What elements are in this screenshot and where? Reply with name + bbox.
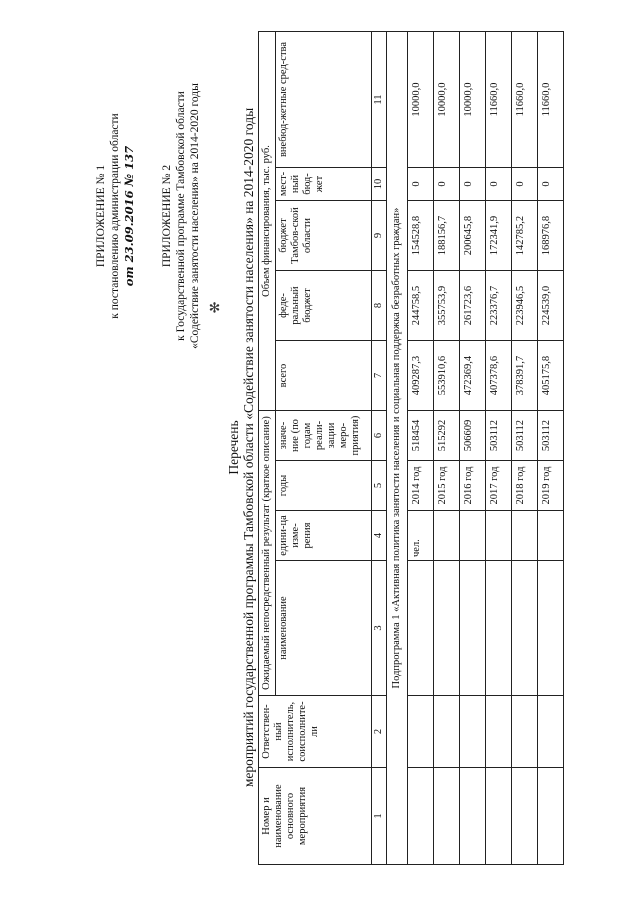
col-number: 3 (372, 561, 387, 696)
col-number: 9 (372, 201, 387, 271)
table-row (538, 32, 564, 865)
appendix-2-line1: к Государственной программе Тамбовской области (175, 91, 187, 341)
subprogram-row (387, 32, 408, 865)
cell-regional: 188156,7 (434, 201, 460, 271)
cell-local: 0 (538, 168, 564, 201)
header-finance-group: Объем финансирования, тыс. руб. (259, 32, 276, 411)
table-row (408, 32, 434, 865)
cell-result-name (408, 561, 434, 696)
cell-value: 506609 (460, 411, 486, 461)
measures-table (258, 31, 564, 865)
appendix-2-line2: «Содействие занятости населения» на 2014-2020 годы (189, 83, 201, 349)
cell-regional: 154528,8 (408, 201, 434, 271)
cell-extra: 10000,0 (460, 32, 486, 168)
cell-year: 2019 год (538, 461, 564, 511)
cell-federal: 261723,6 (460, 271, 486, 341)
cell-federal: 223946,5 (512, 271, 538, 341)
header-result-years: годы (276, 461, 372, 511)
cell-local: 0 (486, 168, 512, 201)
cell-extra: 11660,0 (512, 32, 538, 168)
cell-regional: 172341,9 (486, 201, 512, 271)
cell-unit (460, 511, 486, 561)
header-result-value: значе-ние (по годам реали-зации меро-приятия) (276, 411, 372, 461)
title-line-1: Перечень (226, 420, 241, 475)
stamp-mark-icon: ✻ (208, 301, 221, 317)
cell-unit (486, 511, 512, 561)
table-row (434, 32, 460, 865)
cell-local: 0 (434, 168, 460, 201)
cell-executor (460, 696, 486, 768)
cell-value: 503112 (538, 411, 564, 461)
header-fin-regional: бюджет Тамбов-ской области (276, 201, 372, 271)
cell-federal: 223376,7 (486, 271, 512, 341)
cell-local: 0 (512, 168, 538, 201)
cell-total: 553910,6 (434, 341, 460, 411)
cell-federal: 244758,5 (408, 271, 434, 341)
cell-extra: 10000,0 (408, 32, 434, 168)
appendix-1-line1: к постановлению администрации области (109, 113, 121, 319)
appendix-1-header (94, 6, 136, 426)
header-result-unit: едини-ца изме-рения (276, 511, 372, 561)
column-numbers-row (372, 32, 387, 865)
cell-federal: 355753,9 (434, 271, 460, 341)
cell-value: 503112 (512, 411, 538, 461)
title-line-2: мероприятий государственной программы Тамбовской области «Содействие занятости населения» на 2014-2020 годы (241, 107, 256, 788)
cell-result-name (434, 561, 460, 696)
cell-year: 2016 год (460, 461, 486, 511)
col-number: 4 (372, 511, 387, 561)
cell-total: 409287,3 (408, 341, 434, 411)
table-row (486, 32, 512, 865)
cell-total: 405175,8 (538, 341, 564, 411)
header-col-1: Номер и наименование основного мероприятия (259, 768, 372, 865)
header-col-2: Ответствен-ный исполнитель, соисполните-ли (259, 696, 372, 768)
col-number: 1 (372, 768, 387, 865)
col-number: 11 (372, 32, 387, 168)
cell-value: 515292 (434, 411, 460, 461)
cell-unit (512, 511, 538, 561)
cell-year: 2017 год (486, 461, 512, 511)
cell-executor (486, 696, 512, 768)
cell-result-name (538, 561, 564, 696)
cell-executor (408, 696, 434, 768)
cell-number (408, 768, 434, 865)
cell-executor (538, 696, 564, 768)
col-number: 10 (372, 168, 387, 201)
cell-executor (434, 696, 460, 768)
cell-number (538, 768, 564, 865)
cell-year: 2018 год (512, 461, 538, 511)
cell-extra: 10000,0 (434, 32, 460, 168)
appendix-2-title: ПРИЛОЖЕНИЕ № 2 (161, 164, 173, 268)
cell-total: 472369,4 (460, 341, 486, 411)
cell-result-name (512, 561, 538, 696)
document-title (226, 0, 256, 895)
col-number: 8 (372, 271, 387, 341)
table-body (408, 32, 564, 865)
cell-total: 378391,7 (512, 341, 538, 411)
cell-local: 0 (408, 168, 434, 201)
cell-value: 518454 (408, 411, 434, 461)
subprogram-title: Подпрограмма 1 «Активная политика занятости населения и социальная поддержка безработных граждан» (387, 32, 408, 865)
col-number: 2 (372, 696, 387, 768)
appendix-1-date-number: от 23.09.2016 № 137 (122, 145, 136, 287)
cell-regional: 142785,2 (512, 201, 538, 271)
cell-result-name (460, 561, 486, 696)
cell-federal: 224539,0 (538, 271, 564, 341)
cell-year: 2014 год (408, 461, 434, 511)
cell-value: 503112 (486, 411, 512, 461)
cell-regional: 168976,8 (538, 201, 564, 271)
header-fin-total: всего (276, 341, 372, 411)
cell-result-name (486, 561, 512, 696)
header-result-name: наименование (276, 561, 372, 696)
cell-number (434, 768, 460, 865)
cell-number (512, 768, 538, 865)
header-fin-local: мест-ный бюд-жет (276, 168, 372, 201)
cell-extra: 11660,0 (486, 32, 512, 168)
cell-number (460, 768, 486, 865)
appendix-2-header (160, 6, 202, 426)
table-row (460, 32, 486, 865)
appendix-1-title: ПРИЛОЖЕНИЕ № 1 (95, 164, 107, 268)
cell-regional: 200645,8 (460, 201, 486, 271)
col-number: 7 (372, 341, 387, 411)
col-number: 6 (372, 411, 387, 461)
col-number: 5 (372, 461, 387, 511)
header-row-1 (259, 32, 276, 865)
cell-unit (434, 511, 460, 561)
header-result-group: Ожидаемый непосредственный результат (краткое описание) (259, 411, 276, 696)
header-fin-extra: внебюд-жетные сред-ства (276, 32, 372, 168)
cell-year: 2015 год (434, 461, 460, 511)
cell-total: 407378,6 (486, 341, 512, 411)
cell-local: 0 (460, 168, 486, 201)
cell-unit: чел. (408, 511, 434, 561)
cell-executor (512, 696, 538, 768)
cell-unit (538, 511, 564, 561)
header-fin-federal: феде-ральный бюджет (276, 271, 372, 341)
cell-number (486, 768, 512, 865)
cell-extra: 11660,0 (538, 32, 564, 168)
table-row (512, 32, 538, 865)
